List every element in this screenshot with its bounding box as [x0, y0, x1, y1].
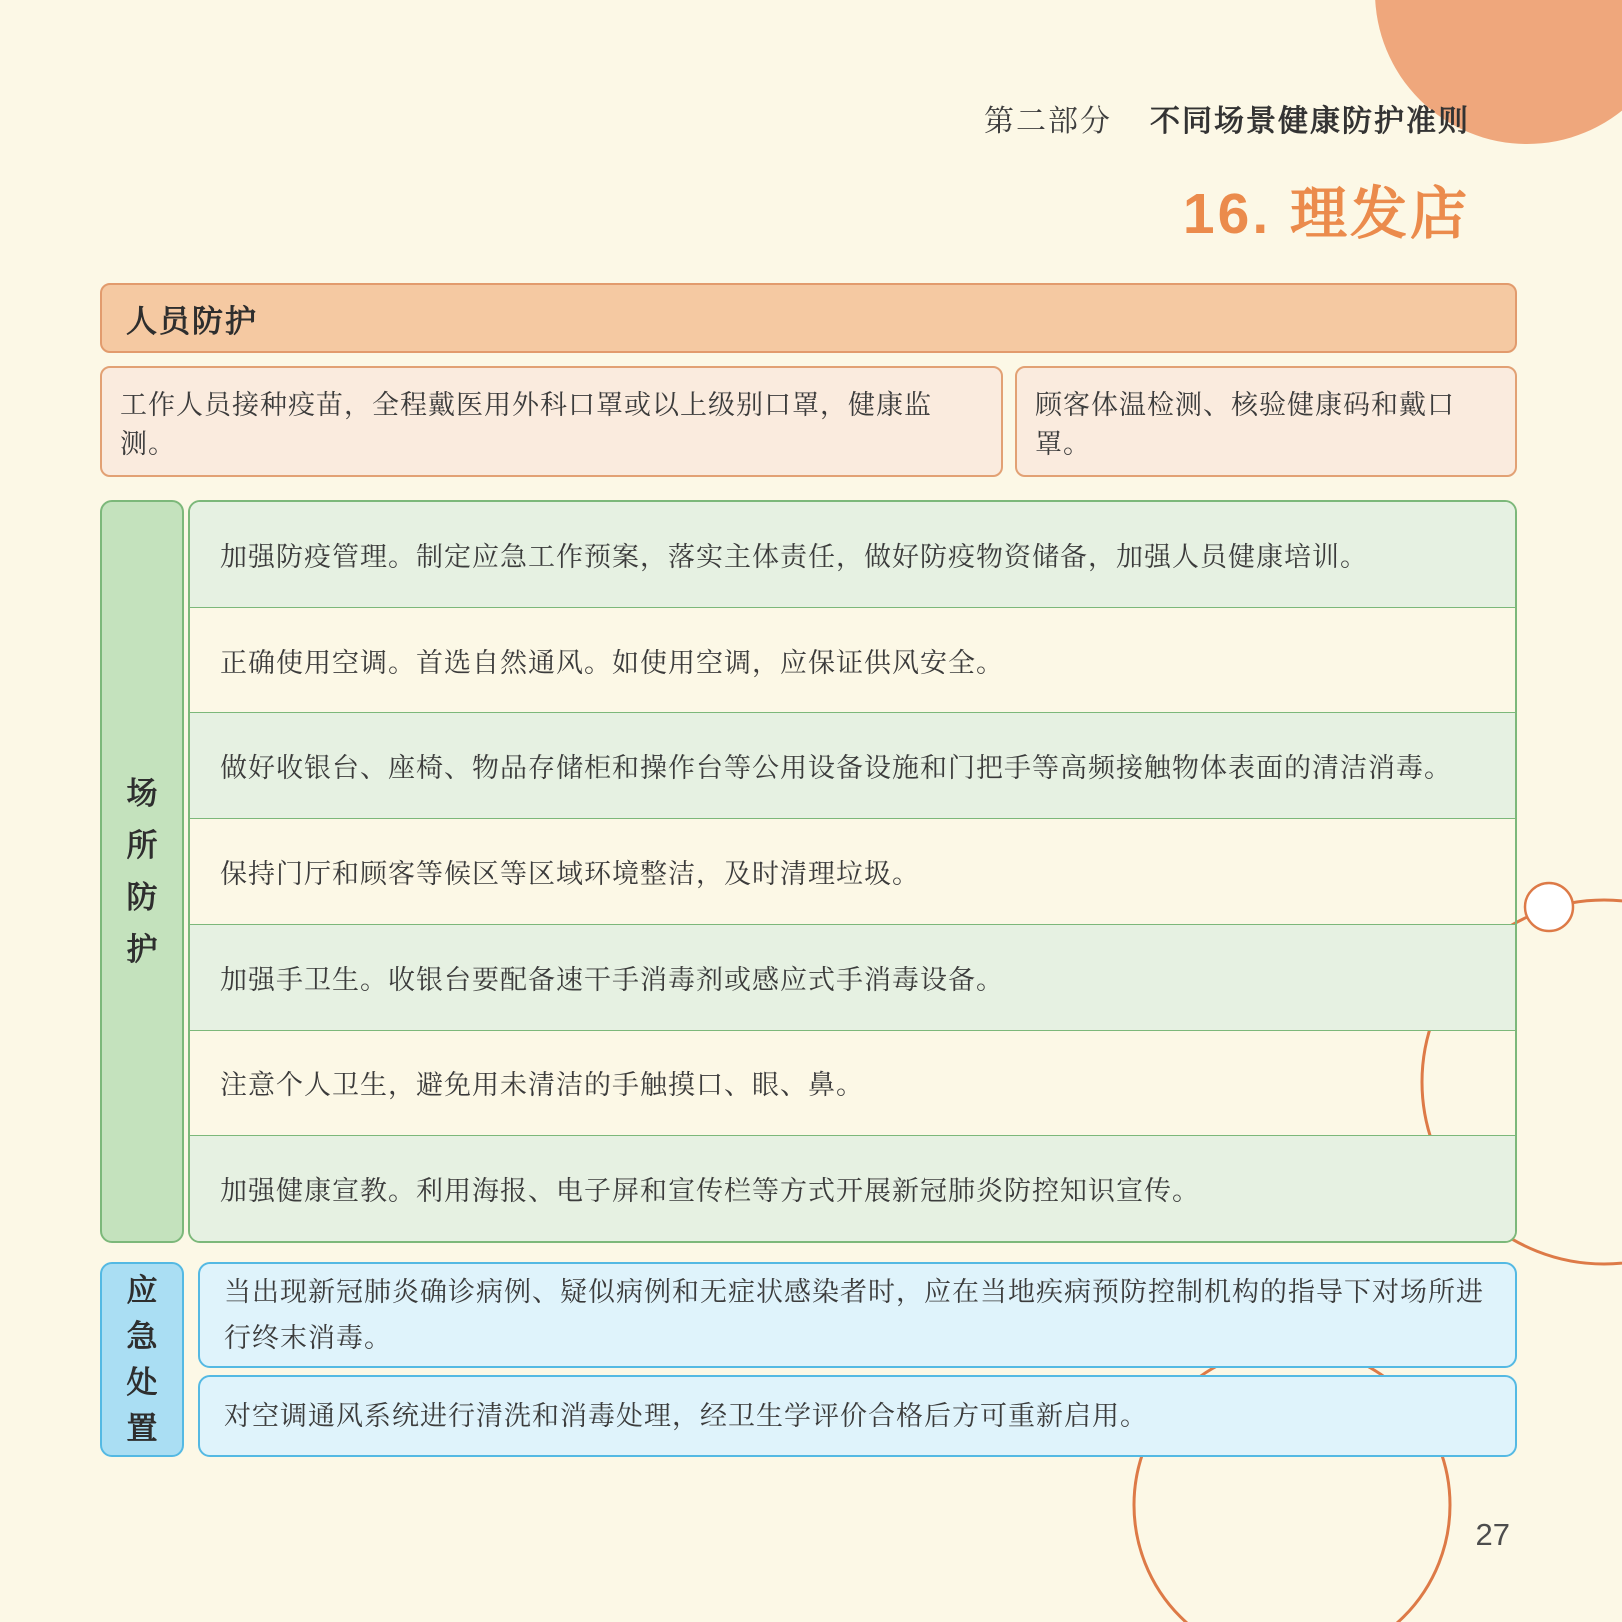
part-label: 第二部分: [984, 105, 1112, 138]
personnel-items-row: [100, 366, 1517, 477]
emergency-response-label: 应 急 处 置: [100, 1262, 184, 1457]
running-header: [984, 96, 1470, 140]
personnel-item-customer: 顾客体温检测、核验健康码和戴口罩。: [1015, 366, 1517, 477]
venue-row-personal-hygiene: 注意个人卫生，避免用未清洁的手触摸口、眼、鼻。: [190, 1030, 1515, 1136]
venue-row-management: 加强防疫管理。制定应急工作预案，落实主体责任，做好防疫物资储备，加强人员健康培训。: [190, 502, 1515, 607]
venue-row-health-education: 加强健康宣教。利用海报、电子屏和宣传栏等方式开展新冠肺炎防控知识宣传。: [190, 1135, 1515, 1241]
page-number: 27: [1475, 1517, 1510, 1552]
emergency-item-terminal-disinfection: 当出现新冠肺炎确诊病例、疑似病例和无症状感染者时，应在当地疾病预防控制机构的指导下对场所进行终末消毒。: [198, 1262, 1517, 1368]
venue-row-hand-hygiene: 加强手卫生。收银台要配备速干手消毒剂或感应式手消毒设备。: [190, 924, 1515, 1030]
venue-protection-table: [188, 500, 1517, 1243]
page-title: 16. 理发店: [1182, 182, 1470, 246]
emergency-item-hvac: 对空调通风系统进行清洗和消毒处理，经卫生学评价合格后方可重新启用。: [198, 1375, 1517, 1457]
venue-row-cleanliness: 保持门厅和顾客等候区等区域环境整洁，及时清理垃圾。: [190, 818, 1515, 924]
venue-row-disinfection: 做好收银台、座椅、物品存储柜和操作台等公用设备设施和门把手等高频接触物体表面的清洁消毒。: [190, 712, 1515, 818]
personnel-protection-header: [100, 283, 1517, 353]
venue-row-aircon: 正确使用空调。首选自然通风。如使用空调，应保证供风安全。: [190, 607, 1515, 713]
part-title: 不同场景健康防护准则: [1150, 105, 1470, 138]
venue-protection-label: 场 所 防 护: [100, 500, 184, 1243]
personnel-item-staff: 工作人员接种疫苗，全程戴医用外科口罩或以上级别口罩，健康监测。: [100, 366, 1003, 477]
personnel-header-label: 人员防护: [126, 303, 258, 339]
